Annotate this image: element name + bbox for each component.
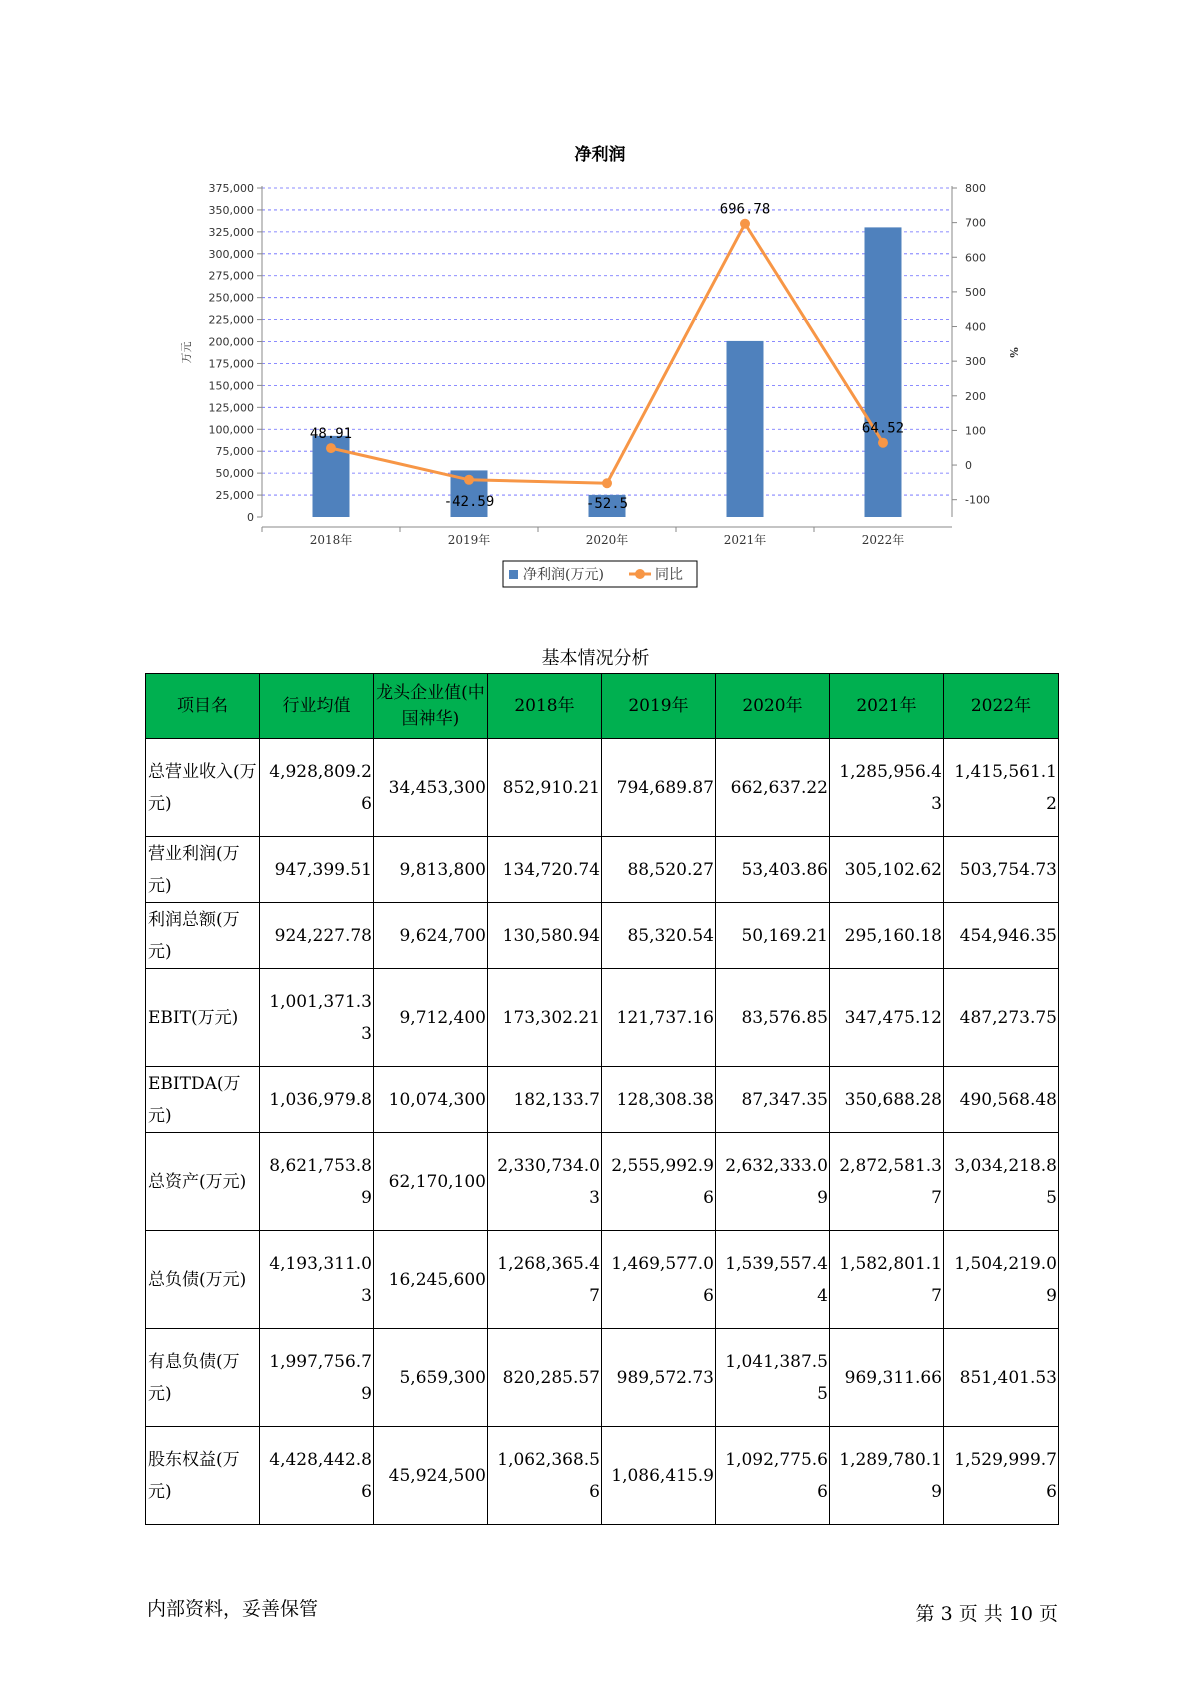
row-label-cell: 总营业收入(万元) xyxy=(146,739,260,837)
row-label-cell: 营业利润(万元) xyxy=(146,837,260,903)
legend-label-bar: 净利润(万元) xyxy=(523,567,604,583)
analysis-table xyxy=(145,673,1059,1525)
value-cell: 487,273.75 xyxy=(944,969,1059,1067)
right-axis-tick-label: 300 xyxy=(965,355,986,369)
header-cell: 项目名 xyxy=(146,674,260,739)
header-cell: 2021年 xyxy=(830,674,944,739)
left-axis-tick-label: 250,000 xyxy=(208,291,254,305)
table-row xyxy=(146,837,1059,903)
value-cell: 45,924,500 xyxy=(374,1427,488,1525)
left-axis-tick-label: 350,000 xyxy=(208,203,254,217)
value-cell: 1,268,365.47 xyxy=(488,1231,602,1329)
line-point-yoy xyxy=(602,478,612,488)
net-profit-chart xyxy=(0,0,1191,600)
left-axis-tick-label: 0 xyxy=(247,511,254,524)
value-cell: 130,580.94 xyxy=(488,903,602,969)
value-cell: 1,415,561.12 xyxy=(944,739,1059,837)
value-cell: 1,469,577.06 xyxy=(602,1231,716,1329)
value-cell: 83,576.85 xyxy=(716,969,830,1067)
legend-swatch-bar xyxy=(509,570,518,579)
right-axis-name: % xyxy=(1007,347,1020,358)
table-row xyxy=(146,1329,1059,1427)
legend-label-line: 同比 xyxy=(655,567,683,583)
right-axis-tick-label: 100 xyxy=(965,424,986,438)
value-cell: 4,428,442.86 xyxy=(260,1427,374,1525)
value-cell: 128,308.38 xyxy=(602,1067,716,1133)
value-cell: 1,062,368.56 xyxy=(488,1427,602,1525)
x-axis-category-label: 2019年 xyxy=(447,533,491,547)
value-cell: 50,169.21 xyxy=(716,903,830,969)
right-axis-tick-label: 700 xyxy=(965,216,986,230)
value-cell: 503,754.73 xyxy=(944,837,1059,903)
left-axis-tick-label: 300,000 xyxy=(208,247,254,261)
value-cell: 1,997,756.79 xyxy=(260,1329,374,1427)
value-cell: 820,285.57 xyxy=(488,1329,602,1427)
value-cell: 9,624,700 xyxy=(374,903,488,969)
value-cell: 969,311.66 xyxy=(830,1329,944,1427)
line-point-yoy xyxy=(740,219,750,229)
table-row xyxy=(146,739,1059,837)
line-point-yoy xyxy=(464,475,474,485)
value-cell: 347,475.12 xyxy=(830,969,944,1067)
value-cell: 53,403.86 xyxy=(716,837,830,903)
value-cell: 182,133.7 xyxy=(488,1067,602,1133)
row-label-cell: EBIT(万元) xyxy=(146,969,260,1067)
value-cell: 851,401.53 xyxy=(944,1329,1059,1427)
value-cell: 1,529,999.76 xyxy=(944,1427,1059,1525)
left-axis-tick-label: 325,000 xyxy=(208,225,254,239)
left-axis-tick-label: 75,000 xyxy=(215,445,254,459)
value-cell: 1,285,956.43 xyxy=(830,739,944,837)
table-row xyxy=(146,1133,1059,1231)
bar-net-profit xyxy=(727,341,764,517)
value-cell: 121,737.16 xyxy=(602,969,716,1067)
header-cell: 龙头企业值(中国神华) xyxy=(374,674,488,739)
value-cell: 85,320.54 xyxy=(602,903,716,969)
left-axis-tick-label: 375,000 xyxy=(208,182,254,195)
value-cell: 4,928,809.26 xyxy=(260,739,374,837)
header-cell: 2020年 xyxy=(716,674,830,739)
left-axis-tick-label: 125,000 xyxy=(208,401,254,415)
value-cell: 1,036,979.8 xyxy=(260,1067,374,1133)
right-axis-tick-label: -100 xyxy=(965,493,990,507)
table-caption: 基本情况分析 xyxy=(541,648,650,669)
value-cell: 490,568.48 xyxy=(944,1067,1059,1133)
row-label-cell: 总负债(万元) xyxy=(146,1231,260,1329)
plot-area xyxy=(262,188,952,517)
row-label-cell: 利润总额(万元) xyxy=(146,903,260,969)
value-cell: 2,330,734.03 xyxy=(488,1133,602,1231)
header-cell: 2018年 xyxy=(488,674,602,739)
value-cell: 305,102.62 xyxy=(830,837,944,903)
left-axis-tick-label: 225,000 xyxy=(208,313,254,327)
right-axis-tick-label: 0 xyxy=(965,459,972,473)
value-cell: 62,170,100 xyxy=(374,1133,488,1231)
header-cell: 2019年 xyxy=(602,674,716,739)
value-cell: 662,637.22 xyxy=(716,739,830,837)
value-cell: 1,001,371.33 xyxy=(260,969,374,1067)
header-cell: 行业均值 xyxy=(260,674,374,739)
value-cell: 134,720.74 xyxy=(488,837,602,903)
value-cell: 924,227.78 xyxy=(260,903,374,969)
table-row xyxy=(146,903,1059,969)
value-cell: 2,632,333.09 xyxy=(716,1133,830,1231)
value-cell: 1,504,219.09 xyxy=(944,1231,1059,1329)
row-label-cell: 股东权益(万元) xyxy=(146,1427,260,1525)
value-cell: 3,034,218.85 xyxy=(944,1133,1059,1231)
value-cell: 454,946.35 xyxy=(944,903,1059,969)
table-row xyxy=(146,1231,1059,1329)
value-cell: 1,539,557.44 xyxy=(716,1231,830,1329)
left-axis-tick-label: 275,000 xyxy=(208,269,254,283)
value-cell: 1,092,775.66 xyxy=(716,1427,830,1525)
value-cell: 1,086,415.9 xyxy=(602,1427,716,1525)
line-point-yoy xyxy=(878,438,888,448)
value-cell: 1,041,387.55 xyxy=(716,1329,830,1427)
value-cell: 87,347.35 xyxy=(716,1067,830,1133)
data-label-yoy: -42.59 xyxy=(443,493,495,510)
bar-net-profit xyxy=(865,227,902,517)
x-axis-category-label: 2021年 xyxy=(723,533,767,547)
value-cell: 2,872,581.37 xyxy=(830,1133,944,1231)
row-label-cell: 有息负债(万元) xyxy=(146,1329,260,1427)
value-cell: 9,712,400 xyxy=(374,969,488,1067)
legend-swatch-marker xyxy=(635,569,645,579)
value-cell: 350,688.28 xyxy=(830,1067,944,1133)
value-cell: 10,074,300 xyxy=(374,1067,488,1133)
right-axis-tick-label: 600 xyxy=(965,251,986,265)
data-label-yoy: -52.5 xyxy=(585,496,629,513)
footer-confidential-note: 内部资料，妥善保管 xyxy=(147,1598,319,1620)
row-label-cell: 总资产(万元) xyxy=(146,1133,260,1231)
table-row xyxy=(146,969,1059,1067)
right-axis-tick-label: 500 xyxy=(965,285,986,299)
value-cell: 34,453,300 xyxy=(374,739,488,837)
chart-title: 净利润 xyxy=(574,145,626,165)
value-cell: 4,193,311.03 xyxy=(260,1231,374,1329)
table-row xyxy=(146,1427,1059,1525)
footer-page-number: 第 3 页 共 10 页 xyxy=(915,1603,1058,1625)
left-axis-tick-label: 50,000 xyxy=(215,467,254,481)
value-cell: 8,621,753.89 xyxy=(260,1133,374,1231)
table-row xyxy=(146,1067,1059,1133)
x-axis-category-label: 2022年 xyxy=(861,533,905,547)
value-cell: 1,582,801.17 xyxy=(830,1231,944,1329)
header-cell: 2022年 xyxy=(944,674,1059,739)
value-cell: 295,160.18 xyxy=(830,903,944,969)
value-cell: 989,572.73 xyxy=(602,1329,716,1427)
left-axis-name: 万元 xyxy=(180,341,193,364)
value-cell: 88,520.27 xyxy=(602,837,716,903)
value-cell: 5,659,300 xyxy=(374,1329,488,1427)
right-axis-tick-label: 200 xyxy=(965,389,986,403)
table-header-row xyxy=(146,674,1059,739)
value-cell: 1,289,780.19 xyxy=(830,1427,944,1525)
x-axis-category-label: 2020年 xyxy=(585,533,629,547)
chart-canvas xyxy=(0,0,1191,600)
data-label-yoy: 64.52 xyxy=(861,420,905,437)
value-cell: 173,302.21 xyxy=(488,969,602,1067)
left-axis-tick-label: 200,000 xyxy=(208,335,254,349)
value-cell: 16,245,600 xyxy=(374,1231,488,1329)
value-cell: 9,813,800 xyxy=(374,837,488,903)
value-cell: 2,555,992.96 xyxy=(602,1133,716,1231)
right-axis-tick-label: 800 xyxy=(965,182,986,195)
left-axis-tick-label: 150,000 xyxy=(208,379,254,393)
left-axis-tick-label: 175,000 xyxy=(208,357,254,371)
value-cell: 947,399.51 xyxy=(260,837,374,903)
value-cell: 852,910.21 xyxy=(488,739,602,837)
left-axis-tick-label: 25,000 xyxy=(215,489,254,503)
left-axis-tick-label: 100,000 xyxy=(208,423,254,437)
value-cell: 794,689.87 xyxy=(602,739,716,837)
data-label-yoy: 48.91 xyxy=(309,426,353,443)
row-label-cell: EBITDA(万元) xyxy=(146,1067,260,1133)
right-axis-tick-label: 400 xyxy=(965,320,986,334)
line-point-yoy xyxy=(326,443,336,453)
data-label-yoy: 696.78 xyxy=(719,201,771,218)
x-axis-category-label: 2018年 xyxy=(309,533,353,547)
